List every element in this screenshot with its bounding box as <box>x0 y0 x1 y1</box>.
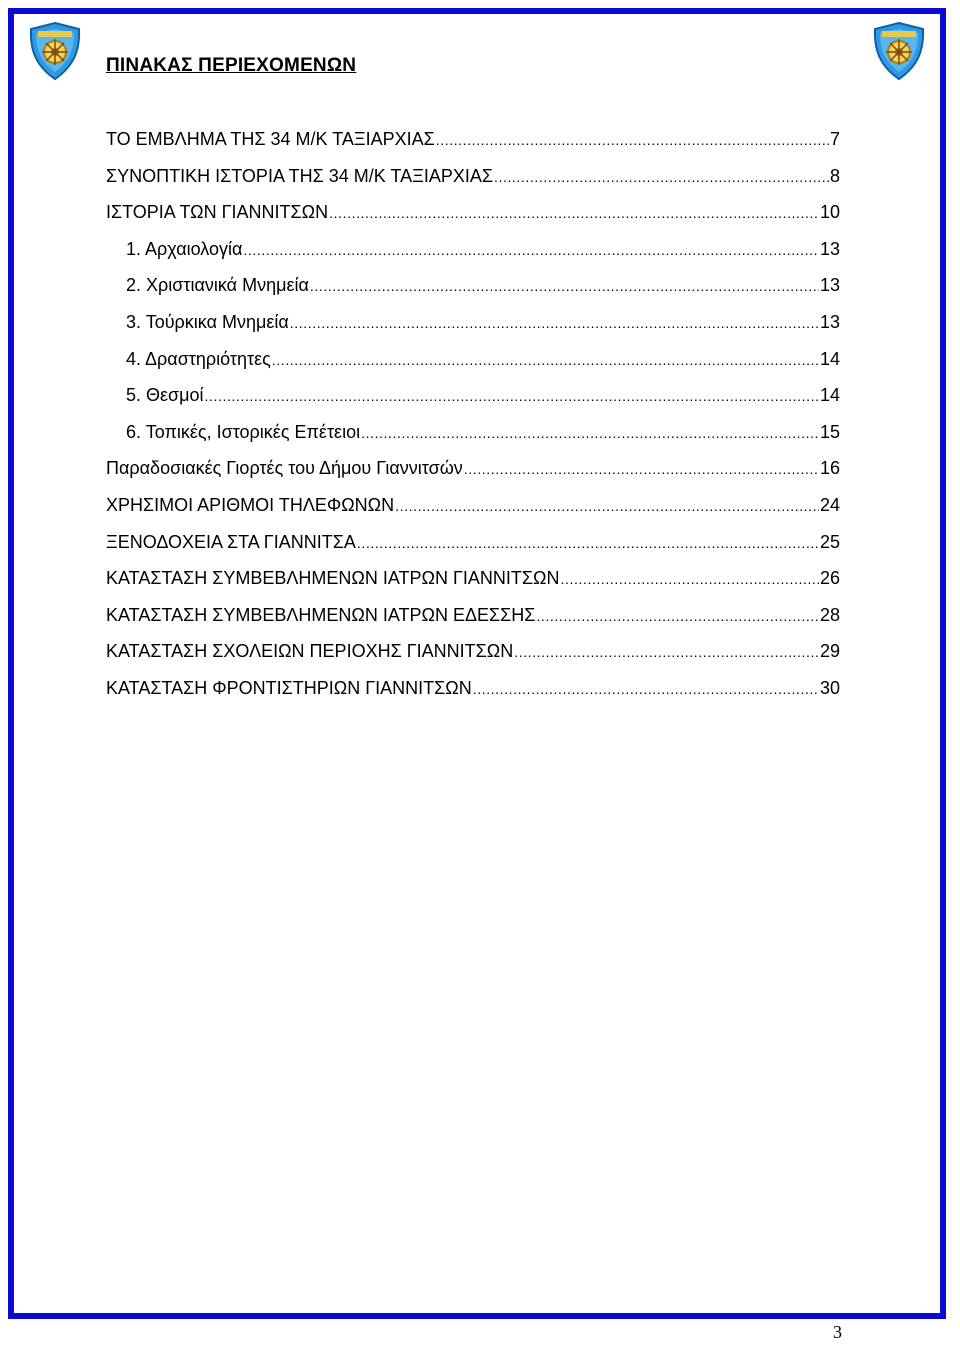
toc-dot-leader <box>361 421 819 444</box>
toc-dot-leader <box>357 531 819 554</box>
toc-entry-label: ΤΟ ΕΜΒΛΗΜΑ ΤΗΣ 34 Μ/Κ ΤΑΞΙΑΡΧΙΑΣ <box>106 129 435 149</box>
toc-entry[interactable] <box>106 604 840 641</box>
toc-entry[interactable] <box>106 567 840 604</box>
toc-entry[interactable] <box>106 457 840 494</box>
toc-entry-page: 29 <box>819 641 840 662</box>
toc-entry-page: 14 <box>819 348 840 369</box>
shield-emblem-icon <box>24 20 86 82</box>
shield-emblem-icon <box>868 20 930 82</box>
toc-dot-leader <box>436 128 829 151</box>
toc-entry-label: ΞΕΝΟΔΟΧΕΙΑ ΣΤΑ ΓΙΑΝΝΙΤΣΑ <box>106 531 356 552</box>
toc-dot-leader <box>464 457 819 480</box>
toc-dot-leader <box>205 384 819 407</box>
toc-dot-leader <box>310 274 819 297</box>
toc-entry[interactable] <box>106 384 840 421</box>
toc-dot-leader <box>561 567 819 590</box>
toc-entry-page: 25 <box>819 531 840 552</box>
toc-entry-label: ΚΑΤΑΣΤΑΣΗ ΣΧΟΛΕΙΩΝ ΠΕΡΙΟΧΗΣ ΓΙΑΝΝΙΤΣΩΝ <box>106 641 514 662</box>
toc-entry-page: 13 <box>819 238 840 259</box>
table-of-contents <box>106 128 840 714</box>
toc-dot-leader <box>290 311 819 334</box>
page-number: 3 <box>833 1322 842 1342</box>
toc-entry-page: 13 <box>819 311 840 332</box>
toc-entry[interactable] <box>106 531 840 568</box>
toc-entry-label: ΚΑΤΑΣΤΑΣΗ ΦΡΟΝΤΙΣΤΗΡΙΩΝ ΓΙΑΝΝΙΤΣΩΝ <box>106 677 472 698</box>
toc-entry-page: 8 <box>829 165 840 186</box>
toc-entry-label: ΚΑΤΑΣΤΑΣΗ ΣΥΜΒΕΒΛΗΜΕΝΩΝ ΙΑΤΡΩΝ ΓΙΑΝΝΙΤΣΩΝ <box>106 568 560 589</box>
toc-dot-leader <box>329 201 819 224</box>
toc-entry-label: ΚΑΤΑΣΤΑΣΗ ΣΥΜΒΕΒΛΗΜΕΝΩΝ ΙΑΤΡΩΝ ΕΔΕΣΣΗΣ <box>106 604 536 625</box>
toc-entry-page: 24 <box>819 494 840 515</box>
toc-entry-page: 26 <box>819 568 840 589</box>
toc-dot-leader <box>395 494 819 517</box>
toc-entry-label: ΧΡΗΣΙΜΟΙ ΑΡΙΘΜΟΙ ΤΗΛΕΦΩΝΩΝ <box>106 494 395 515</box>
toc-entry[interactable] <box>106 311 840 348</box>
toc-dot-leader <box>514 640 819 663</box>
toc-entry-label: Παραδοσιακές Γιορτές του Δήμου Γιαννιτσών <box>106 458 463 479</box>
toc-entry[interactable] <box>106 274 840 311</box>
toc-entry-page: 16 <box>819 458 840 479</box>
toc-entry-label: 4. Δραστηριότητες <box>126 348 271 369</box>
page-title: ΠΙΝΑΚΑΣ ΠΕΡΙΕΧΟΜΕΝΩΝ <box>106 55 357 76</box>
toc-dot-leader <box>243 238 819 261</box>
toc-entry-label: 6. Τοπικές, Ιστορικές Επέτειοι <box>126 421 361 442</box>
toc-entry-label: 2. Χριστιανικά Μνημεία <box>126 275 309 296</box>
toc-entry[interactable] <box>106 494 840 531</box>
toc-entry[interactable] <box>106 640 840 677</box>
toc-entry-label: ΣΥΝΟΠΤΙΚΗ ΙΣΤΟΡΙΑ ΤΗΣ 34 Μ/Κ ΤΑΞΙΑΡΧΙΑΣ <box>106 165 493 186</box>
toc-entry[interactable] <box>106 128 840 165</box>
toc-entry-page: 10 <box>819 202 840 223</box>
toc-entry-label: 1. Αρχαιολογία <box>126 238 243 259</box>
toc-entry[interactable] <box>106 201 840 238</box>
toc-entry-page: 28 <box>819 604 840 625</box>
toc-entry-label: ΙΣΤΟΡΙΑ ΤΩΝ ΓΙΑΝΝΙΤΣΩΝ <box>106 202 329 223</box>
toc-dot-leader <box>473 677 819 700</box>
toc-entry[interactable] <box>106 677 840 714</box>
toc-entry[interactable] <box>106 165 840 202</box>
toc-dot-leader <box>536 604 819 627</box>
toc-entry-page: 30 <box>819 677 840 698</box>
toc-entry-page: 14 <box>819 385 840 406</box>
toc-entry[interactable] <box>106 348 840 385</box>
toc-dot-leader <box>494 165 829 188</box>
toc-entry-page: 15 <box>819 421 840 442</box>
toc-entry-page: 7 <box>829 129 840 149</box>
toc-entry-label: 3. Τούρκικα Μνημεία <box>126 311 289 332</box>
toc-dot-leader <box>272 348 819 371</box>
toc-entry[interactable] <box>106 421 840 458</box>
toc-entry-page: 13 <box>819 275 840 296</box>
toc-entry[interactable] <box>106 238 840 275</box>
toc-entry-label: 5. Θεσμοί <box>126 385 204 406</box>
